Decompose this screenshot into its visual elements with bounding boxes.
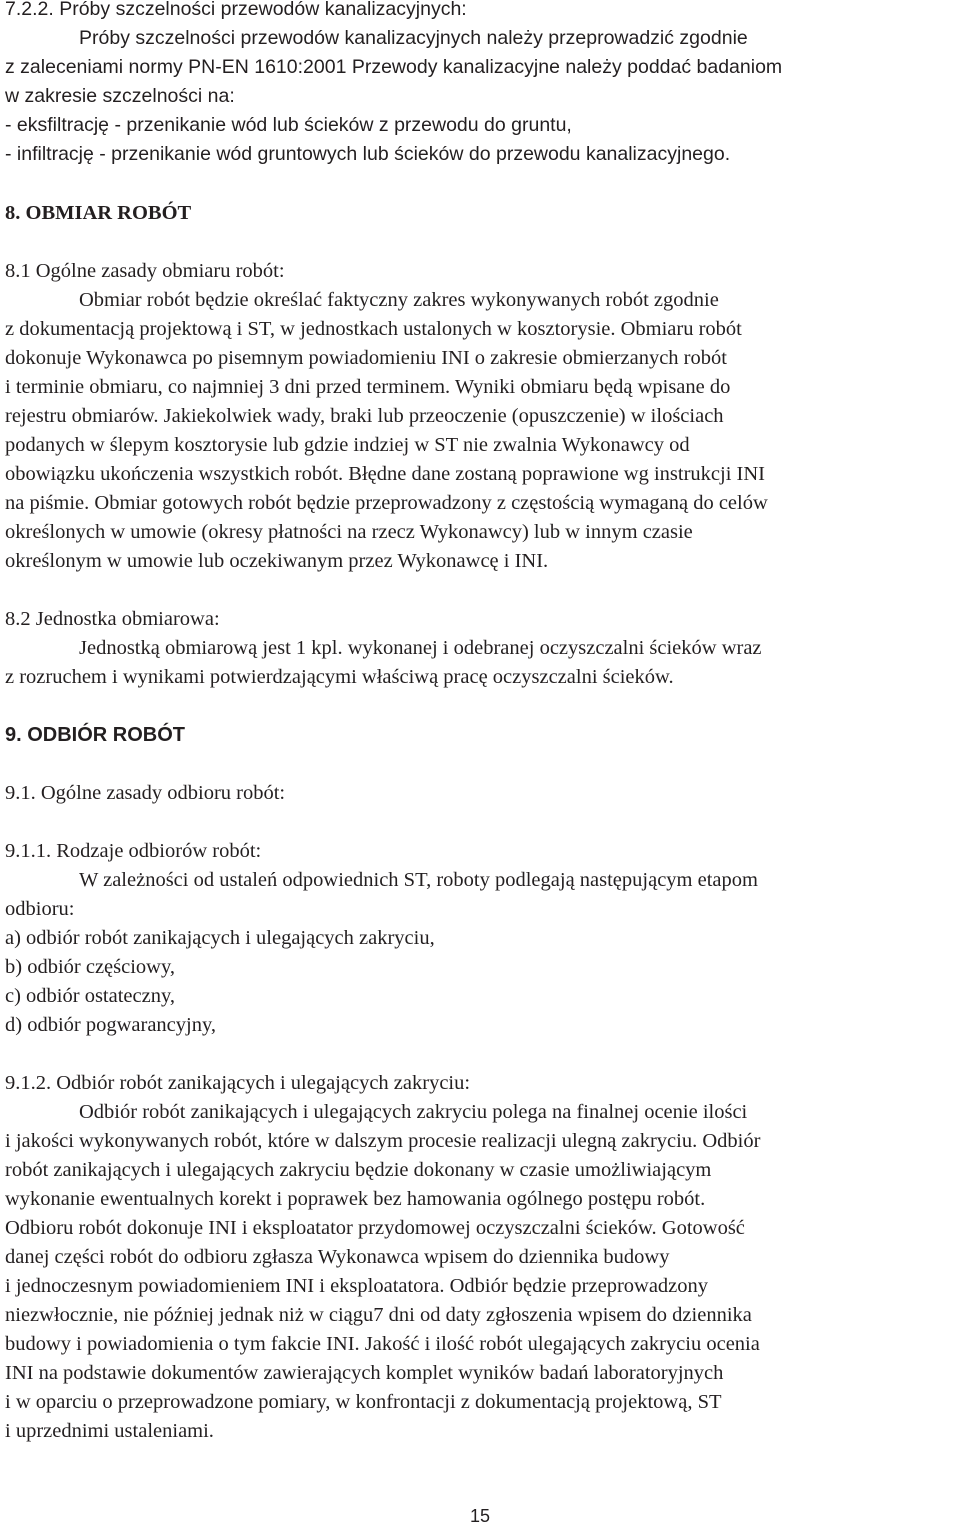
paragraph-line: budowy i powiadomienia o tym fakcie INI. Jakość i ilość robót ulegających zakryciu ocenia: [5, 1333, 760, 1355]
list-item: - eksfiltrację - przenikanie wód lub ścieków z przewodu do gruntu,: [5, 114, 572, 136]
paragraph-line: W zależności od ustaleń odpowiednich ST, roboty podlegają następującym etapom: [79, 869, 758, 891]
section-heading-9-1-1: 9.1.1. Rodzaje odbiorów robót:: [5, 840, 262, 862]
paragraph-line: Próby szczelności przewodów kanalizacyjnych należy przeprowadzić zgodnie: [79, 27, 748, 49]
section-heading-7-2-2: 7.2.2. Próby szczelności przewodów kanalizacyjnych:: [5, 0, 467, 20]
paragraph-line: danej części robót do odbioru zgłasza Wykonawca wpisem do dziennika budowy: [5, 1246, 670, 1268]
paragraph-line: INI na podstawie dokumentów zawierających komplet wyników badań laboratoryjnych: [5, 1362, 724, 1384]
paragraph-line: i jednoczesnym powiadomieniem INI i eksploatatora. Odbiór będzie przeprowadzony: [5, 1275, 709, 1297]
paragraph-line: Odbiór robót zanikających i ulegających zakryciu polega na finalnej ocenie ilości: [79, 1101, 748, 1123]
paragraph-line: Obmiar robót będzie określać faktyczny zakres wykonywanych robót zgodnie: [79, 289, 719, 311]
paragraph-line: podanych w ślepym kosztorysie lub gdzie indziej w ST nie zwalnia Wykonawcy od: [5, 434, 690, 456]
paragraph-line: Odbioru robót dokonuje INI i eksploatator przydomowej oczyszczalni ścieków. Gotowość: [5, 1217, 745, 1239]
paragraph-line: określonym w umowie lub oczekiwanym przez Wykonawcę i INI.: [5, 550, 549, 572]
section-heading-9-1-2: 9.1.2. Odbiór robót zanikających i ulegających zakryciu:: [5, 1072, 471, 1094]
section-heading-9-1: 9.1. Ogólne zasady odbioru robót:: [5, 782, 286, 804]
paragraph-line: i jakości wykonywanych robót, które w dalszym procesie realizacji ulegną zakryciu. Odbiór: [5, 1130, 761, 1152]
paragraph-line: z dokumentacją projektową i ST, w jednostkach ustalonych w kosztorysie. Obmiaru robót: [5, 318, 742, 340]
paragraph-line: robót zanikających i ulegających zakryciu będzie dokonany w czasie umożliwiającym: [5, 1159, 712, 1181]
paragraph-line: w zakresie szczelności na:: [5, 85, 235, 107]
paragraph-line: i terminie obmiaru, co najmniej 3 dni przed terminem. Wyniki obmiaru będą wpisane do: [5, 376, 731, 398]
paragraph-line: Jednostką obmiarową jest 1 kpl. wykonanej i odebranej oczyszczalni ścieków wraz: [79, 637, 762, 659]
paragraph-line: i uprzednimi ustaleniami.: [5, 1420, 214, 1442]
paragraph-line: niezwłocznie, nie później jednak niż w ciągu7 dni od daty zgłoszenia wpisem do dziennika: [5, 1304, 752, 1326]
page-number: 15: [469, 1506, 491, 1526]
paragraph-line: określonych w umowie (okresy płatności na rzecz Wykonawcy) lub w innym czasie: [5, 521, 693, 543]
paragraph-line: z zaleceniami normy PN-EN 1610:2001 Przewody kanalizacyjne należy poddać badaniom: [5, 56, 783, 78]
paragraph-line: na piśmie. Obmiar gotowych robót będzie przeprowadzony z częstością wymaganą do celów: [5, 492, 768, 514]
section-heading-9: 9. ODBIÓR ROBÓT: [5, 724, 186, 746]
section-heading-8-1: 8.1 Ogólne zasady obmiaru robót:: [5, 260, 285, 282]
paragraph-line: rejestru obmiarów. Jakiekolwiek wady, braki lub przeoczenie (opuszczenie) w ilościach: [5, 405, 724, 427]
section-heading-8-2: 8.2 Jednostka obmiarowa:: [5, 608, 220, 630]
list-item: c) odbiór ostateczny,: [5, 985, 176, 1007]
list-item: - infiltrację - przenikanie wód gruntowych lub ścieków do przewodu kanalizacyjnego.: [5, 143, 731, 165]
list-item: a) odbiór robót zanikających i ulegających zakryciu,: [5, 927, 435, 949]
list-item: b) odbiór częściowy,: [5, 956, 176, 978]
paragraph-line: odbioru:: [5, 898, 75, 920]
paragraph-line: z rozruchem i wynikami potwierdzającymi właściwą pracę oczyszczalni ścieków.: [5, 666, 674, 688]
paragraph-line: i w oparciu o przeprowadzone pomiary, w konfrontacji z dokumentacją projektową, ST: [5, 1391, 722, 1413]
paragraph-line: obowiązku ukończenia wszystkich robót. Błędne dane zostaną poprawione wg instrukcji INI: [5, 463, 765, 485]
section-heading-8: 8. OBMIAR ROBÓT: [5, 202, 192, 224]
paragraph-line: wykonanie ewentualnych korekt i poprawek bez hamowania ogólnego postępu robót.: [5, 1188, 706, 1210]
paragraph-line: dokonuje Wykonawca po pisemnym powiadomieniu INI o zakresie obmierzanych robót: [5, 347, 727, 369]
list-item: d) odbiór pogwarancyjny,: [5, 1014, 217, 1036]
